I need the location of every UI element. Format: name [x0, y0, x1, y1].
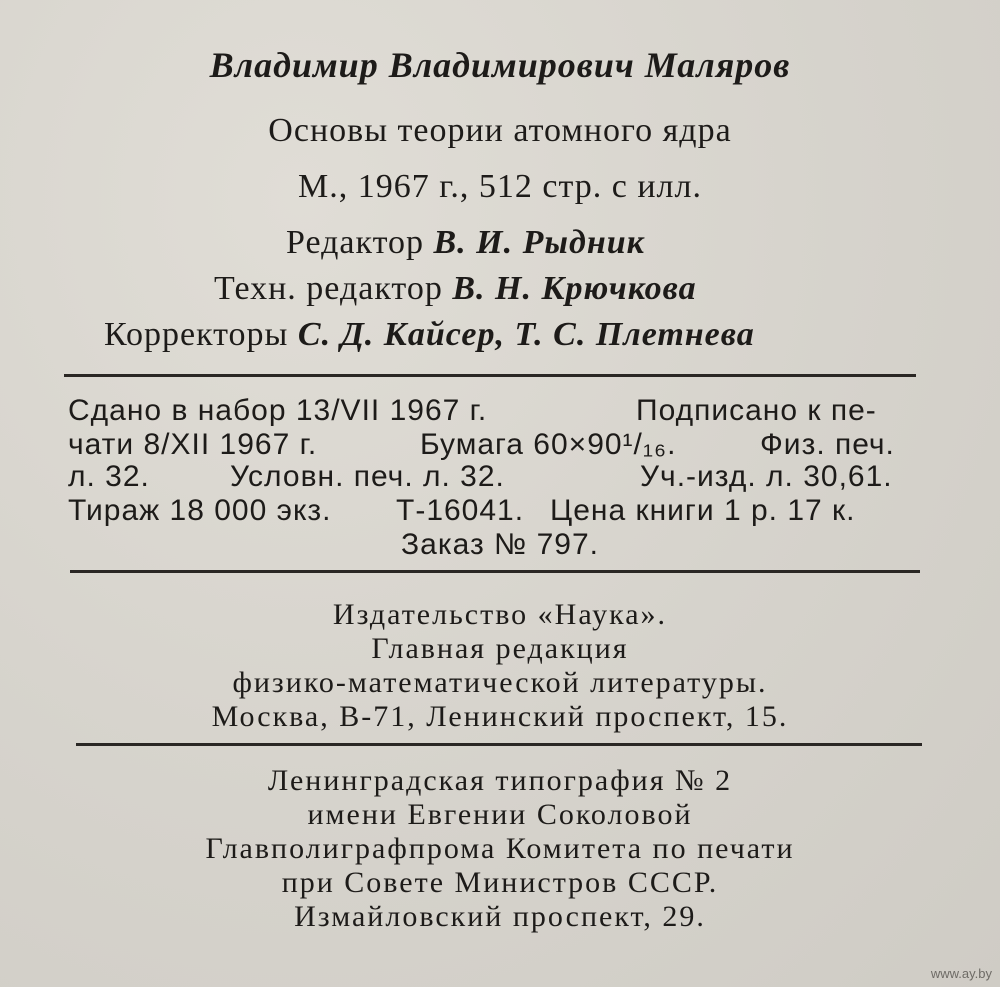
- order-number: Заказ № 797.: [401, 528, 599, 561]
- publishing-sheets: Уч.-изд. л. 30,61.: [640, 460, 893, 493]
- license-number: Т-16041.: [396, 494, 525, 527]
- editor-name: В. И. Рыдник: [433, 224, 645, 261]
- publisher-department: физико-математической литературы.: [232, 666, 768, 699]
- divider-1: [64, 374, 916, 377]
- print-date: чати 8/XII 1967 г.: [68, 428, 318, 461]
- author-name: Владимир Владимирович Маляров: [209, 45, 791, 85]
- paper-format: Бумага 60×90¹/₁₆.: [420, 428, 677, 461]
- correctors-credit: [104, 316, 755, 354]
- editor-label: Редактор: [286, 224, 424, 261]
- physical-sheets: Физ. печ.: [760, 428, 895, 461]
- typeset-date: Сдано в набор 13/VII 1967 г.: [68, 394, 488, 427]
- divider-2: [70, 570, 920, 573]
- watermark: www.ay.by: [930, 966, 992, 981]
- publisher-name: Издательство «Наука».: [332, 598, 668, 631]
- tech-editor-label: Техн. редактор: [214, 270, 443, 307]
- tech-editor-name: В. Н. Крючкова: [452, 270, 697, 307]
- printer-authority: Главполиграфпрома Комитета по печати: [205, 832, 795, 865]
- editor-credit: [286, 224, 645, 262]
- divider-3: [76, 743, 922, 746]
- book-title: Основы теории атомного ядра: [268, 112, 732, 149]
- conditional-sheets: Условн. печ. л. 32.: [230, 460, 505, 493]
- signed-for-print: Подписано к пе-: [636, 394, 877, 427]
- book-price: Цена книги 1 р. 17 к.: [550, 494, 856, 527]
- printer-named-after: имени Евгении Соколовой: [307, 798, 693, 831]
- sheets-count: л. 32.: [68, 460, 150, 493]
- correctors-label: Корректоры: [104, 316, 289, 353]
- printer-council: при Совете Министров СССР.: [281, 866, 719, 899]
- publication-info: М., 1967 г., 512 стр. с илл.: [298, 168, 702, 205]
- publisher-address: Москва, В-71, Ленинский проспект, 15.: [211, 700, 789, 733]
- printer-address: Измайловский проспект, 29.: [294, 900, 706, 933]
- print-run: Тираж 18 000 экз.: [68, 494, 332, 527]
- publisher-division: Главная редакция: [371, 632, 629, 665]
- printer-name: Ленинградская типография № 2: [267, 764, 733, 797]
- correctors-names: С. Д. Кайсер, Т. С. Плетнева: [297, 316, 755, 353]
- tech-editor-credit: [214, 270, 697, 308]
